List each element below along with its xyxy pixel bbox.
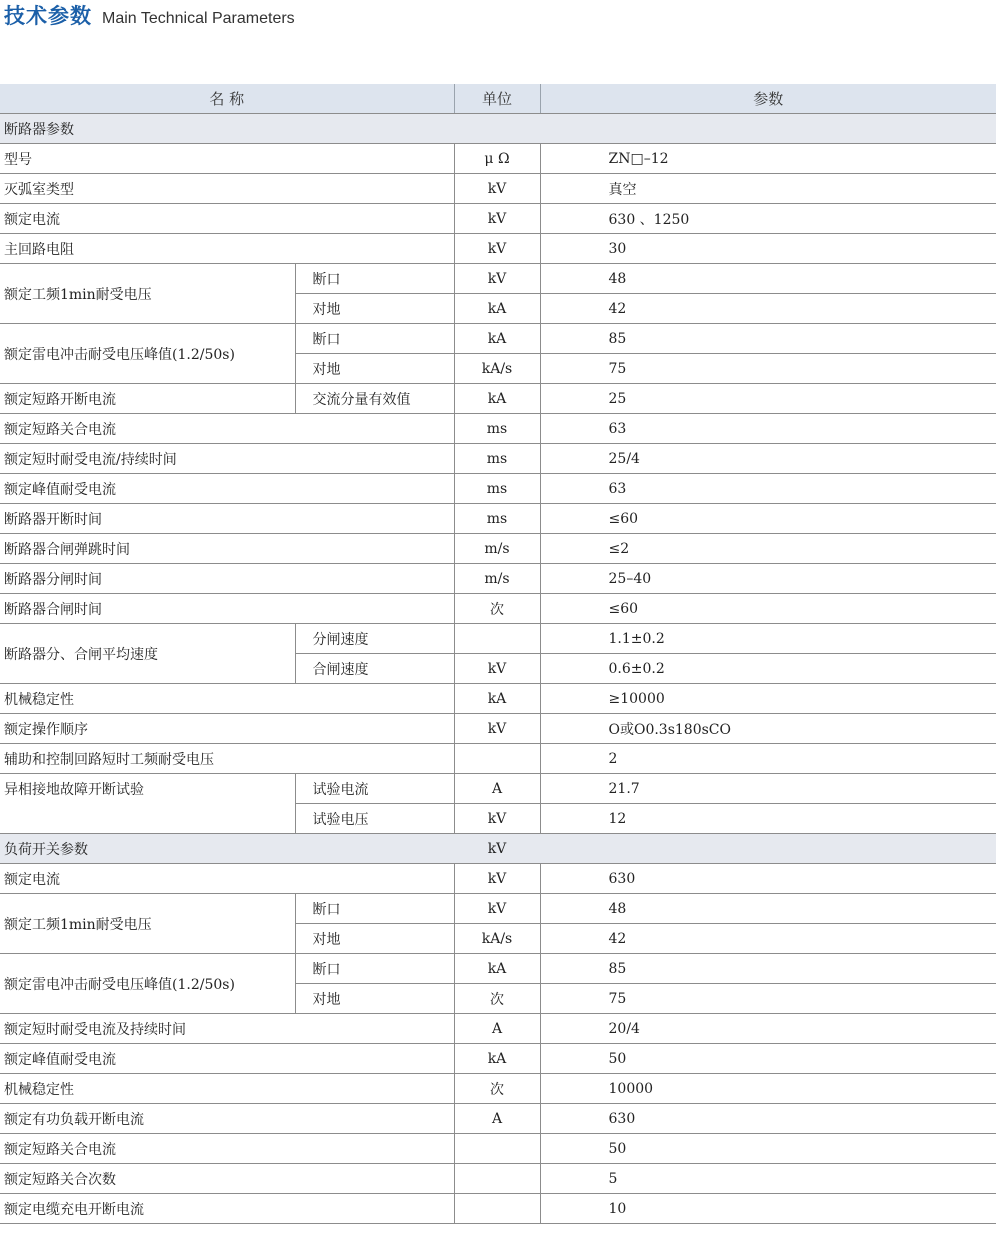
param-name: 断路器分、合闸平均速度	[0, 624, 295, 684]
param-name: 额定电流	[0, 864, 454, 894]
param-unit	[454, 114, 540, 144]
param-unit	[454, 624, 540, 654]
table-row	[0, 1044, 996, 1074]
param-unit: kV	[454, 804, 540, 834]
table-row	[0, 444, 996, 474]
param-unit: kV	[454, 234, 540, 264]
param-value: 630	[540, 1104, 996, 1134]
column-header-value: 参数	[540, 84, 996, 114]
table-row	[0, 564, 996, 594]
param-value	[540, 834, 996, 864]
param-value: 20/4	[540, 1014, 996, 1044]
param-name: 型号	[0, 144, 454, 174]
param-unit: kV	[454, 204, 540, 234]
param-value	[540, 114, 996, 144]
table-row	[0, 414, 996, 444]
param-name: 额定雷电冲击耐受电压峰值(1.2/50s)	[0, 324, 295, 384]
param-value: 25–40	[540, 564, 996, 594]
table-row	[0, 1134, 996, 1164]
param-subitem: 对地	[295, 984, 454, 1014]
param-value: 25/4	[540, 444, 996, 474]
param-name: 额定峰值耐受电流	[0, 1044, 454, 1074]
param-value: 63	[540, 414, 996, 444]
page-title: 技术参数	[4, 4, 92, 28]
param-unit: 次	[454, 1074, 540, 1104]
param-unit: A	[454, 1104, 540, 1134]
page-header	[4, 0, 295, 30]
param-name: 额定短路关合电流	[0, 1134, 454, 1164]
param-name: 额定工频1min耐受电压	[0, 264, 295, 324]
param-subitem: 断口	[295, 324, 454, 354]
param-unit: kV	[454, 714, 540, 744]
param-unit: ms	[454, 504, 540, 534]
table-row	[0, 714, 996, 744]
section-row	[0, 834, 996, 864]
param-unit: kA/s	[454, 924, 540, 954]
table-row	[0, 174, 996, 204]
param-name: 额定短路关合次数	[0, 1164, 454, 1194]
table-row	[0, 594, 996, 624]
param-subitem: 对地	[295, 924, 454, 954]
param-name: 额定工频1min耐受电压	[0, 894, 295, 954]
param-name: 断路器分闸时间	[0, 564, 454, 594]
param-value: 48	[540, 894, 996, 924]
param-unit: kV	[454, 174, 540, 204]
table-row	[0, 474, 996, 504]
param-value: 5	[540, 1164, 996, 1194]
table-row	[0, 234, 996, 264]
param-unit: kV	[454, 264, 540, 294]
table-row	[0, 144, 996, 174]
param-unit: m/s	[454, 534, 540, 564]
param-value: 30	[540, 234, 996, 264]
param-unit: kV	[454, 864, 540, 894]
table-row	[0, 384, 996, 414]
param-value: 10	[540, 1194, 996, 1224]
param-value: 48	[540, 264, 996, 294]
section-title: 负荷开关参数	[0, 834, 454, 864]
table-row	[0, 1014, 996, 1044]
param-value: 75	[540, 354, 996, 384]
param-value: 63	[540, 474, 996, 504]
table-row	[0, 864, 996, 894]
param-name: 机械稳定性	[0, 1074, 454, 1104]
param-unit: kV	[454, 654, 540, 684]
param-name: 额定峰值耐受电流	[0, 474, 454, 504]
param-unit: ms	[454, 444, 540, 474]
param-subitem: 断口	[295, 894, 454, 924]
column-header-name: 名 称	[0, 84, 454, 114]
param-value: 630 、1250	[540, 204, 996, 234]
param-unit	[454, 1164, 540, 1194]
param-value: ZN□–12	[540, 144, 996, 174]
param-name: 额定操作顺序	[0, 714, 454, 744]
param-unit: 次	[454, 594, 540, 624]
param-name: 额定有功负载开断电流	[0, 1104, 454, 1134]
param-value: 12	[540, 804, 996, 834]
param-unit: ms	[454, 414, 540, 444]
param-value: 42	[540, 924, 996, 954]
param-subitem: 试验电压	[295, 804, 454, 834]
param-unit: 次	[454, 984, 540, 1014]
param-name: 断路器合闸弹跳时间	[0, 534, 454, 564]
param-subitem: 合闸速度	[295, 654, 454, 684]
page-subtitle: Main Technical Parameters	[102, 10, 295, 27]
param-value: ≥10000	[540, 684, 996, 714]
param-name: 断路器合闸时间	[0, 594, 454, 624]
table-body	[0, 114, 996, 1224]
param-name: 额定电流	[0, 204, 454, 234]
table-row	[0, 264, 996, 294]
param-unit: m/s	[454, 564, 540, 594]
param-value: 42	[540, 294, 996, 324]
param-unit: kA/s	[454, 354, 540, 384]
param-subitem: 对地	[295, 294, 454, 324]
param-subitem: 断口	[295, 954, 454, 984]
param-unit: kA	[454, 954, 540, 984]
parameters-table	[0, 84, 996, 1224]
param-subitem: 断口	[295, 264, 454, 294]
table-row	[0, 774, 996, 804]
param-unit	[454, 1134, 540, 1164]
table-row	[0, 1164, 996, 1194]
table-row	[0, 1194, 996, 1224]
param-name: 辅助和控制回路短时工频耐受电压	[0, 744, 454, 774]
param-subitem: 对地	[295, 354, 454, 384]
param-unit: ms	[454, 474, 540, 504]
param-name: 灭弧室类型	[0, 174, 454, 204]
table-row	[0, 744, 996, 774]
param-value: 21.7	[540, 774, 996, 804]
param-value: 1.1±0.2	[540, 624, 996, 654]
param-value: 85	[540, 954, 996, 984]
param-unit: kA	[454, 294, 540, 324]
param-value: 2	[540, 744, 996, 774]
param-name: 机械稳定性	[0, 684, 454, 714]
param-name: 异相接地故障开断试验	[0, 774, 295, 834]
table-row	[0, 954, 996, 984]
param-unit: kA	[454, 684, 540, 714]
param-name: 额定短时耐受电流/持续时间	[0, 444, 454, 474]
param-unit: kA	[454, 384, 540, 414]
table-row	[0, 204, 996, 234]
table-row	[0, 534, 996, 564]
param-value: 50	[540, 1044, 996, 1074]
table-row	[0, 894, 996, 924]
param-subitem: 试验电流	[295, 774, 454, 804]
param-value: ≤60	[540, 594, 996, 624]
param-name: 额定雷电冲击耐受电压峰值(1.2/50s)	[0, 954, 295, 1014]
param-unit: A	[454, 774, 540, 804]
table-row	[0, 1074, 996, 1104]
param-name: 额定短路关合电流	[0, 414, 454, 444]
table-row	[0, 684, 996, 714]
param-value: O或O0.3s180sCO	[540, 714, 996, 744]
table-row	[0, 324, 996, 354]
param-name: 额定短时耐受电流及持续时间	[0, 1014, 454, 1044]
param-value: 630	[540, 864, 996, 894]
param-name: 主回路电阻	[0, 234, 454, 264]
table-row	[0, 624, 996, 654]
table-row	[0, 1104, 996, 1134]
param-subitem: 分闸速度	[295, 624, 454, 654]
param-subitem: 交流分量有效值	[295, 384, 454, 414]
param-value: 75	[540, 984, 996, 1014]
param-value: ≤60	[540, 504, 996, 534]
param-unit	[454, 1194, 540, 1224]
param-name: 额定短路开断电流	[0, 384, 295, 414]
param-unit: kA	[454, 324, 540, 354]
param-unit: A	[454, 1014, 540, 1044]
param-value: 真空	[540, 174, 996, 204]
section-title: 断路器参数	[0, 114, 454, 144]
param-unit: kV	[454, 894, 540, 924]
param-value: ≤2	[540, 534, 996, 564]
param-unit: kV	[454, 834, 540, 864]
table-header-row	[0, 84, 996, 114]
param-value: 0.6±0.2	[540, 654, 996, 684]
table-row	[0, 504, 996, 534]
param-name: 断路器开断时间	[0, 504, 454, 534]
section-row	[0, 114, 996, 144]
param-value: 25	[540, 384, 996, 414]
param-value: 10000	[540, 1074, 996, 1104]
param-unit: μ Ω	[454, 144, 540, 174]
param-unit	[454, 744, 540, 774]
param-value: 50	[540, 1134, 996, 1164]
param-unit: kA	[454, 1044, 540, 1074]
param-value: 85	[540, 324, 996, 354]
column-header-unit: 单位	[454, 84, 540, 114]
param-name: 额定电缆充电开断电流	[0, 1194, 454, 1224]
